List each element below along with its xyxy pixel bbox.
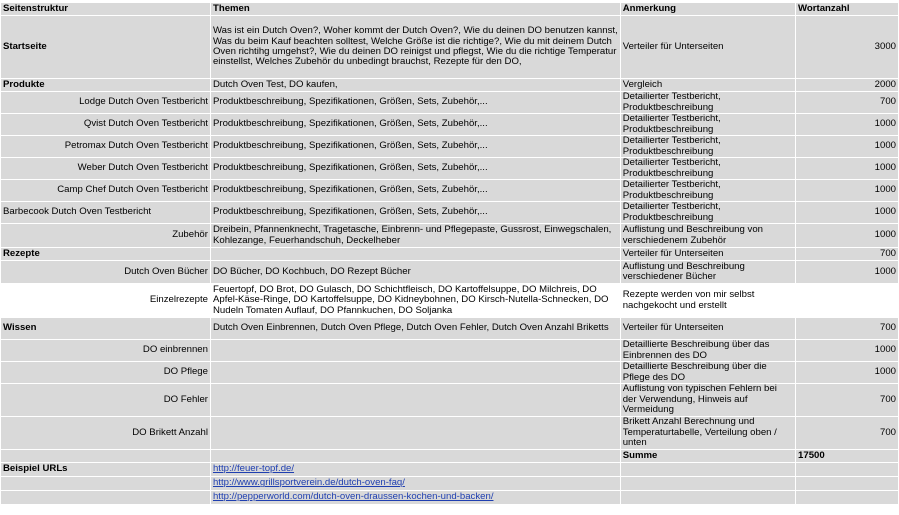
row-name: Weber Dutch Oven Testbericht [1,158,211,180]
url-empty [796,491,899,505]
row-name: Zubehör [1,224,211,248]
row-name: Barbecook Dutch Oven Testbericht [1,202,211,224]
row-topics: Produktbeschreibung, Spezifikationen, Größen, Sets, Zubehör,... [210,158,620,180]
row-note: Auflistung und Beschreibung verschiedener Bücher [620,261,795,284]
row-topics: Produktbeschreibung, Spezifikationen, Größen, Sets, Zubehör,... [210,180,620,202]
table-row [1,340,899,362]
row-name: Rezepte [1,248,211,261]
row-name: Startseite [1,16,211,79]
header-anmerkung: Anmerkung [620,3,795,16]
table-row [1,16,899,79]
table-row [1,248,899,261]
row-name: Lodge Dutch Oven Testbericht [1,92,211,114]
row-name: Produkte [1,79,211,92]
url-empty [796,477,899,491]
row-words: 700 [796,417,899,450]
url-empty [1,491,211,505]
row-topics [210,362,620,384]
row-name: Camp Chef Dutch Oven Testbericht [1,180,211,202]
url-row [1,463,899,477]
url-empty [1,477,211,491]
url-cell [210,491,620,505]
table-row [1,114,899,136]
row-topics: Produktbeschreibung, Spezifikationen, Größen, Sets, Zubehör,... [210,136,620,158]
url-empty [620,463,795,477]
header-themen: Themen [210,3,620,16]
row-note: Detailierter Testbericht, Produktbeschreibung [620,158,795,180]
row-words: 2000 [796,79,899,92]
table-row [1,180,899,202]
row-name: Dutch Oven Bücher [1,261,211,284]
row-note: Brikett Anzahl Berechnung und Temperaturtabelle, Verteilung oben / unten [620,417,795,450]
table-row [1,417,899,450]
row-words: 700 [796,248,899,261]
url-empty [620,491,795,505]
header-seitenstruktur: Seitenstruktur [1,3,211,16]
header-wortanzahl: Wortanzahl [796,3,899,16]
row-name: Petromax Dutch Oven Testbericht [1,136,211,158]
table-row [1,158,899,180]
row-note: Vergleich [620,79,795,92]
url-cell [210,477,620,491]
row-topics: Dutch Oven Test, DO kaufen, [210,79,620,92]
row-topics: Was ist ein Dutch Oven?, Woher kommt der Dutch Oven?, Wie du deinen DO benutzen kannst, Was du beim Kauf beachten solltest, Welche Größe ist die richtige?, Wie du mit deinem Dutch Oven richtihg umgehst?, Wie du deinen DO reinigst und pflegst, Wie du die richtige Temperatur einstellst, Welches Zubehör du unbedingt brauchst, Rezepte für den DO, [210,16,620,79]
row-topics: Dreibein, Pfannenknecht, Tragetasche, Einbrenn- und Pflegepaste, Gussrost, Einwegschalen, Kohlezange, Feuerhandschuh, Deckelheber [210,224,620,248]
row-note: Auflistung und Beschreibung von verschiedenem Zubehör [620,224,795,248]
row-words: 1000 [796,158,899,180]
row-words: 3000 [796,16,899,79]
sum-value: 17500 [796,450,899,463]
table-row [1,136,899,158]
table-row [1,384,899,417]
row-topics: Feuertopf, DO Brot, DO Gulasch, DO Schichtfleisch, DO Kartoffelsuppe, DO Milchreis, DO Apfel-Käse-Ringe, DO Kartoffelsuppe, DO Kidneybohnen, DO Kirsch-Nutella-Schnecken, DO Nudeln Tomaten Auflauf, DO Pfannkuchen, DO Soljanka [210,284,620,318]
url-link[interactable]: http://feuer-topf.de/ [212,463,295,475]
url-row [1,477,899,491]
row-name: DO Brikett Anzahl [1,417,211,450]
row-name: DO einbrennen [1,340,211,362]
table-row [1,79,899,92]
row-topics [210,384,620,417]
url-empty [620,477,795,491]
table-row [1,224,899,248]
sum-empty-1 [1,450,211,463]
table-row [1,202,899,224]
urls-label: Beispiel URLs [1,463,211,477]
row-topics [210,417,620,450]
url-row [1,491,899,505]
row-topics: Produktbeschreibung, Spezifikationen, Größen, Sets, Zubehör,... [210,114,620,136]
header-row [1,3,899,16]
row-words: 1000 [796,340,899,362]
row-words: 1000 [796,224,899,248]
row-words: 1000 [796,136,899,158]
row-words: 1000 [796,180,899,202]
table-row [1,318,899,340]
row-note: Rezepte werden von mir selbst nachgekocht und erstellt [620,284,795,318]
row-topics: Produktbeschreibung, Spezifikationen, Größen, Sets, Zubehör,... [210,92,620,114]
sum-empty-2 [210,450,620,463]
table-row [1,284,899,318]
row-words [796,284,899,318]
row-words: 700 [796,318,899,340]
url-link[interactable]: http://www.grillsportverein.de/dutch-oven-faq/ [212,477,405,489]
row-note: Detailierter Testbericht, Produktbeschreibung [620,202,795,224]
row-name: DO Fehler [1,384,211,417]
row-note: Detailierter Testbericht, Produktbeschreibung [620,180,795,202]
row-name: Wissen [1,318,211,340]
row-words: 700 [796,92,899,114]
row-note: Detailierter Testbericht, Produktbeschreibung [620,114,795,136]
row-topics [210,248,620,261]
table-row [1,362,899,384]
row-words: 1000 [796,114,899,136]
url-cell [210,463,620,477]
url-empty [796,463,899,477]
row-note: Detailierter Testbericht, Produktbeschreibung [620,136,795,158]
row-topics: Produktbeschreibung, Spezifikationen, Größen, Sets, Zubehör,... [210,202,620,224]
sum-row [1,450,899,463]
table-row [1,261,899,284]
row-note: Verteiler für Unterseiten [620,248,795,261]
sum-label: Summe [620,450,795,463]
row-note: Verteiler für Unterseiten [620,318,795,340]
row-words: 1000 [796,202,899,224]
row-name: DO Pflege [1,362,211,384]
content-table [0,2,899,505]
row-name: Einzelrezepte [1,284,211,318]
row-words: 1000 [796,261,899,284]
row-note: Detailierter Testbericht, Produktbeschreibung [620,92,795,114]
row-topics: Dutch Oven Einbrennen, Dutch Oven Pflege, Dutch Oven Fehler, Dutch Oven Anzahl Briketts [210,318,620,340]
row-topics [210,340,620,362]
url-link[interactable]: http://pepperworld.com/dutch-oven-draussen-kochen-und-backen/ [212,491,494,503]
row-note: Auflistung von typischen Fehlern bei der Verwendung, Hinweis auf Vermeidung [620,384,795,417]
table-row [1,92,899,114]
row-note: Verteiler für Unterseiten [620,16,795,79]
row-topics: DO Bücher, DO Kochbuch, DO Rezept Bücher [210,261,620,284]
row-note: Detaillierte Beschreibung über die Pflege des DO [620,362,795,384]
row-name: Qvist Dutch Oven Testbericht [1,114,211,136]
row-words: 700 [796,384,899,417]
row-note: Detaillierte Beschreibung über das Einbrennen des DO [620,340,795,362]
row-words: 1000 [796,362,899,384]
